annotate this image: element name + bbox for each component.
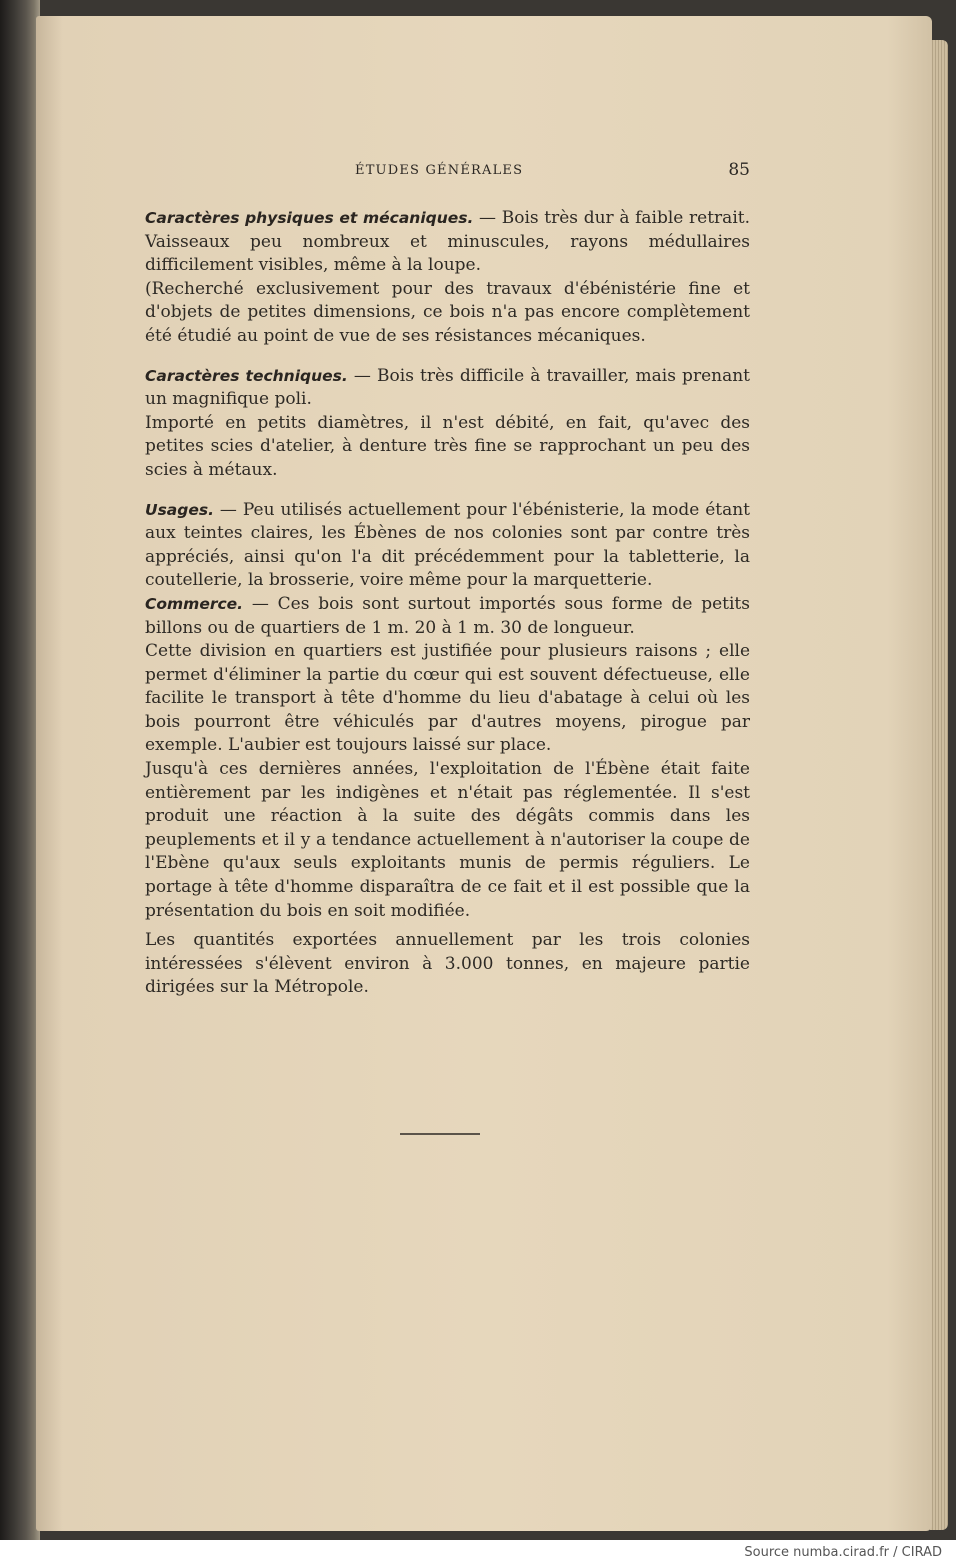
paragraph-text: — Ces bois sont surtout importés sous forme de petits billons ou de quartiers de 1 m. 20 à 1 m. 30 de longueur.	[145, 593, 750, 638]
paragraph-text: — Bois très difficile à travailler, mais prenant un magnifique poli.	[145, 365, 750, 410]
paragraph-text: (Recherché exclusivement pour des travaux d'ébénistérie fine et d'objets de petites dimensions, ce bois n'a pas encore complètement été étudié au point de vue de ses résistances mécaniques.	[145, 278, 750, 346]
paragraph	[145, 640, 750, 758]
paragraph	[145, 365, 750, 412]
section-heading: Caractères physiques et mécaniques.	[145, 209, 474, 227]
running-title: ÉTUDES GÉNÉRALES	[355, 163, 524, 178]
end-rule	[400, 1133, 480, 1135]
source-credit: Source numba.cirad.fr / CIRAD	[744, 1545, 942, 1560]
book-binding	[0, 0, 40, 1540]
paragraph	[145, 929, 750, 1000]
body-text	[145, 207, 750, 1000]
section-heading: Commerce.	[145, 594, 244, 613]
paragraph	[145, 207, 750, 278]
paragraph	[145, 499, 750, 593]
paragraph	[145, 278, 750, 349]
paragraph-text: — Bois très dur à faible retrait. Vaisseaux peu nombreux et minuscules, rayons médullaires difficilement visibles, même à la loupe.	[145, 208, 750, 276]
running-header	[145, 160, 750, 183]
paragraph	[145, 412, 750, 483]
paragraph	[145, 758, 750, 923]
paragraph-text: Jusqu'à ces dernières années, l'exploitation de l'Ébène était faite entièrement par les indigènes et n'était pas réglementée. Il s'est produit une réaction à la suite des dégâts commis dans les peuplements et il y a tendance actuellement à n'autoriser la coupe de l'Ebène qu'aux seuls exploitants munis de permis réguliers. Le portage à tête d'homme disparaîtra de ce fait et il est possible que la présentation du bois en soit modifiée.	[145, 759, 750, 921]
paragraph-text: Importé en petits diamètres, il n'est débité, en fait, qu'avec des petites scies d'atelier, à denture très fine se rapprochant un peu des scies à métaux.	[145, 412, 750, 480]
paragraph-text: Cette division en quartiers est justifiée pour plusieurs raisons ; elle permet d'éliminer la partie du cœur qui est souvent défectueuse, elle facilite le transport à tête d'homme du lieu d'abatage à celui où les bois pourront être véhiculés par d'autres moyens, pirogue par exemple. L'aubier est toujours laissé sur place.	[145, 641, 750, 756]
section-heading: Usages.	[145, 500, 214, 519]
page-edges	[930, 40, 948, 1530]
footer-bar	[0, 1540, 956, 1566]
paragraph-text: — Peu utilisés actuellement pour l'ébénisterie, la mode étant aux teintes claires, les Ébènes de nos colonies sont par contre très appréciés, ainsi qu'on l'a dit précédemment pour la tabletterie, la coutellerie, la brosserie, voire même pour la marquetterie.	[145, 499, 750, 591]
page-number: 85	[728, 160, 750, 180]
paragraph	[145, 593, 750, 640]
section-heading: Caractères techniques.	[145, 366, 348, 385]
paragraph-text: Les quantités exportées annuellement par les trois colonies intéressées s'élèvent environ à 3.000 tonnes, en majeure partie dirigées sur la Métropole.	[145, 930, 750, 998]
